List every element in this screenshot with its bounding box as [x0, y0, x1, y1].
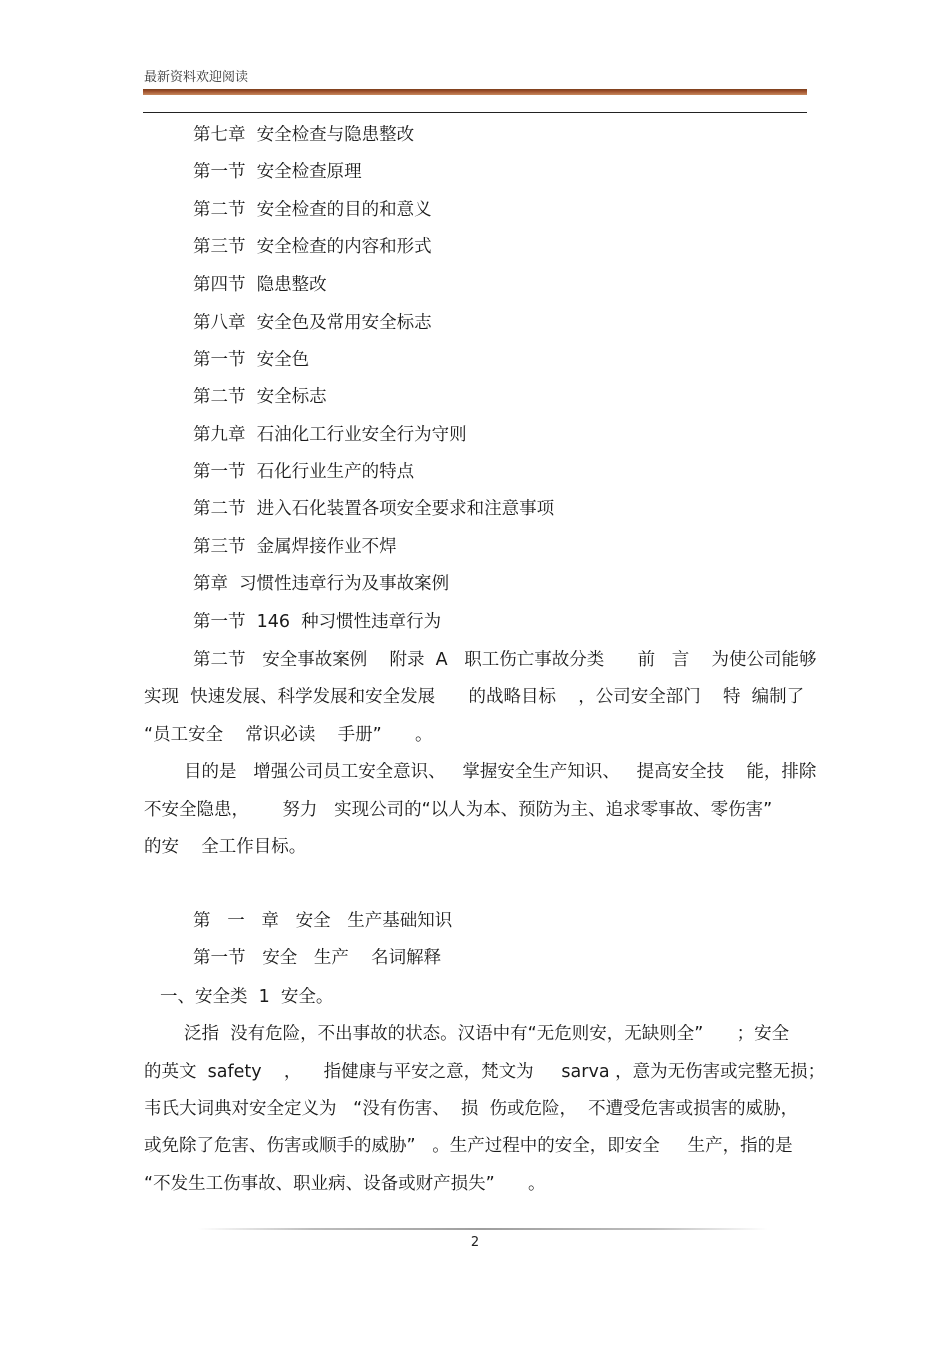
- toc-line: 第章 习惯性违章行为及事故案例: [193, 574, 450, 594]
- chapter-title: 第 一 章 安全 生产基础知识: [193, 911, 453, 931]
- toc-line: 第三节 金属焊接作业不焊: [193, 537, 397, 557]
- toc-line: 第四节 隐患整改: [193, 275, 327, 295]
- toc-line: 第一节 146 种习惯性违章行为: [193, 612, 442, 632]
- header-rule-thin: [143, 112, 807, 113]
- definition-line: “不发生工伤事故、职业病、设备或财产损失” 。: [144, 1174, 546, 1194]
- definition-line: 泛指 没有危险，不出事故的状态。汉语中有“无危则安，无缺则全” ；安全: [184, 1024, 790, 1044]
- item-heading: 一、安全类 1 安全。: [160, 987, 334, 1007]
- purpose-line: 不安全隐患， 努力 实现公司的“以人为本、预防为主、追求零事故、零伤害”: [144, 800, 773, 820]
- toc-line: 第三节 安全检查的内容和形式: [193, 237, 432, 257]
- purpose-line: 目的是 增强公司员工安全意识、 掌握安全生产知识、 提高安全技 能，排除: [184, 762, 817, 782]
- toc-line: 第二节 安全标志: [193, 387, 327, 407]
- preface-line: 第二节 安全事故案例 附录 A 职工伤亡事故分类 前 言 为使公司能够: [193, 650, 817, 670]
- footer-rule: [198, 1228, 768, 1230]
- definition-line: 韦氏大词典对安全定义为 “没有伤害、 损 伤或危险， 不遭受危害或损害的威胁，: [144, 1099, 799, 1119]
- preface-line: 实现 快速发展、科学发展和安全发展 的战略目标 ，公司安全部门 特 编制了: [144, 687, 805, 707]
- toc-line: 第二节 进入石化装置各项安全要求和注意事项: [193, 499, 555, 519]
- page-number: 2: [470, 1235, 480, 1250]
- toc-line: 第八章 安全色及常用安全标志: [193, 313, 432, 333]
- toc-line: 第一节 安全检查原理: [193, 162, 362, 182]
- definition-line: 的英文 safety ， 指健康与平安之意，梵文为 sarva ，意为无伤害或完整无损；: [144, 1062, 826, 1082]
- purpose-line: 的安 全工作目标。: [144, 837, 307, 857]
- toc-line: 第一节 石化行业生产的特点: [193, 462, 415, 482]
- definition-line: 或免除了危害、伤害或顺手的威胁” 。生产过程中的安全，即安全 生产，指的是: [144, 1136, 793, 1156]
- section-title: 第一节 安全 生产 名词解释: [193, 948, 442, 968]
- header-rule-thick: [143, 89, 807, 95]
- header-title: 最新资料欢迎阅读: [144, 70, 249, 85]
- preface-line: “员工安全 常识必读 手册” 。: [144, 725, 433, 745]
- toc-line: 第一节 安全色: [193, 350, 310, 370]
- toc-line: 第九章 石油化工行业安全行为守则: [193, 425, 467, 445]
- toc-line: 第二节 安全检查的目的和意义: [193, 200, 432, 220]
- toc-line: 第七章 安全检查与隐患整改: [193, 125, 415, 145]
